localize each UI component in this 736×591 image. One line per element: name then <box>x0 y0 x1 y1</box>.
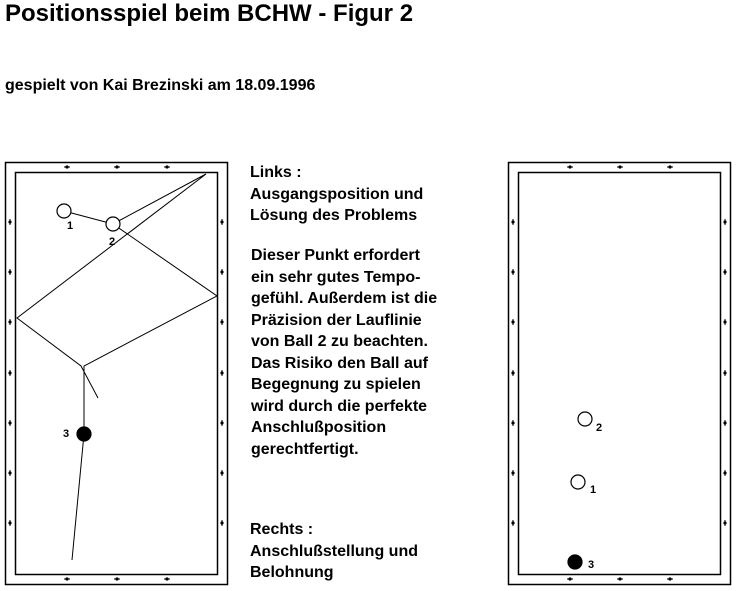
right-ball-3-label: 3 <box>588 559 595 571</box>
description-line: Anschlußposition <box>251 419 387 436</box>
left-ball-2-label: 2 <box>109 236 116 248</box>
page-subtitle: gespielt von Kai Brezinski am 18.09.1996 <box>5 77 316 94</box>
right-ball-2 <box>578 412 602 434</box>
right-ball-1 <box>571 475 596 496</box>
page-title: Positionsspiel beim BCHW - Figur 2 <box>5 0 414 27</box>
right-table-cushion <box>519 173 721 575</box>
rechts-heading <box>250 519 418 584</box>
right-table-diamond-ticks <box>513 167 725 579</box>
links-heading <box>250 162 423 227</box>
right-table-frame <box>509 163 731 585</box>
rechts-heading-line: Belohnung <box>250 564 334 581</box>
description-text <box>251 245 437 460</box>
description-line: Präzision der Lauflinie <box>251 311 422 329</box>
description-line: Dieser Punkt erfordert <box>251 247 420 264</box>
left-ball-1-label: 1 <box>67 220 74 232</box>
right-ball-3-disc <box>568 555 582 569</box>
links-heading-line: Lösung des Problems <box>250 207 418 224</box>
right-table-diamonds <box>511 165 726 580</box>
right-ball-3 <box>568 555 594 571</box>
description-line: Begegnung zu spielen <box>251 376 421 393</box>
links-heading-line: Links : <box>250 164 302 181</box>
description-line: Das Risiko den Ball auf <box>251 354 428 372</box>
description-line: gerechtfertigt. <box>251 440 359 458</box>
right-ball-1-disc <box>571 475 585 489</box>
rechts-heading-line: Rechts : <box>250 521 314 538</box>
right-ball-1-label: 1 <box>590 484 597 496</box>
right-ball-2-disc <box>578 412 592 426</box>
links-heading-line: Ausgangsposition und <box>250 185 424 203</box>
right-ball-2-label: 2 <box>596 422 603 434</box>
description-line: von Ball 2 zu beachten. <box>251 333 428 350</box>
left-ball-3-label: 3 <box>63 428 70 440</box>
description-line: ein sehr gutes Tempo- <box>251 268 421 286</box>
description-line: gefühl. Außerdem ist die <box>251 290 438 307</box>
description-line: wird durch die perfekte <box>251 397 428 415</box>
rechts-heading-line: Anschlußstellung und <box>250 542 418 560</box>
